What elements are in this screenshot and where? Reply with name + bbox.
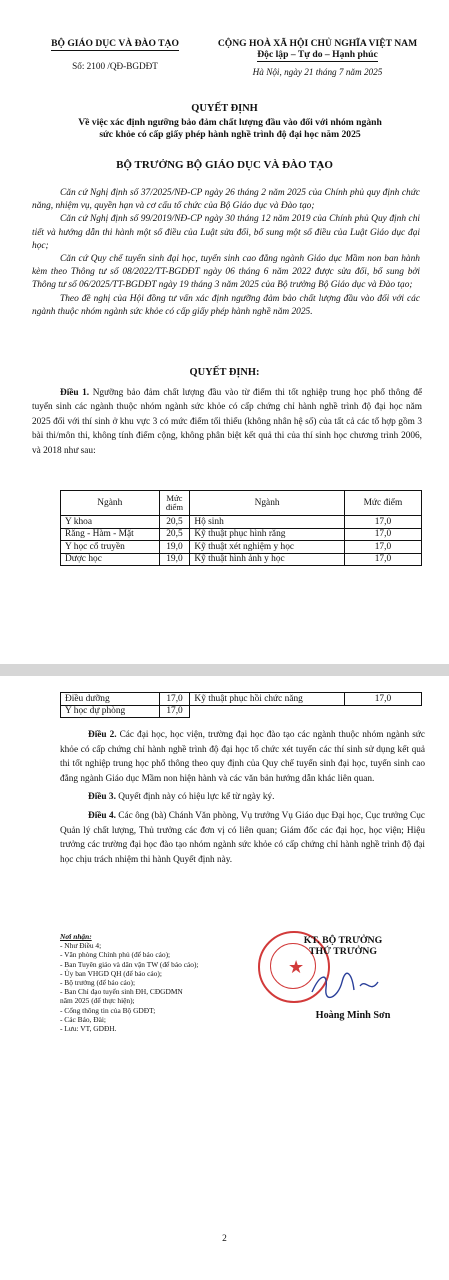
table-cell: Điều dưỡng	[61, 693, 160, 706]
basis-paragraph: Theo đề nghị của Hội đồng tư vấn xác định ngưỡng đảm bảo chất lượng đầu vào đối với các ngành thuộc nhóm ngành sức khỏe có cấp giấy phép hành nghề năm 2025.	[32, 293, 420, 317]
table-cell: Kỹ thuật xét nghiệm y học	[190, 541, 345, 554]
recipients-title: Nơi nhận:	[60, 932, 92, 941]
signer-name: Hoàng Minh Sơn	[315, 1010, 391, 1021]
score-table-continued	[60, 692, 422, 718]
decides-heading: QUYẾT ĐỊNH:	[189, 367, 260, 378]
articles-2-4	[60, 728, 425, 867]
article-1	[32, 386, 422, 458]
table-header: Ngành	[190, 491, 345, 516]
header-left	[30, 38, 200, 71]
decision-subject-line-2: sức khỏe có cấp giấy phép hành nghề trình độ đại học năm 2025	[99, 129, 361, 140]
table-row	[61, 541, 422, 554]
table-cell-empty	[190, 705, 344, 718]
table-cell: Kỹ thuật phục hồi chức năng	[190, 693, 344, 706]
recipient-item: - Bộ trưởng (để báo cáo);	[60, 978, 136, 988]
document-page-2	[0, 676, 449, 1280]
legal-basis	[32, 187, 420, 319]
decision-subject-line-1: Về việc xác định ngưỡng bảo đảm chất lượng đầu vào đối với nhóm ngành	[78, 117, 382, 128]
basis-paragraph: Căn cứ Nghị định số 99/2019/NĐ-CP ngày 30 tháng 12 năm 2019 của Chính phủ Quy định chi tiết và hướng dẫn thi hành một số điều của Luật sửa đổi, bổ sung một số điều của Luật Giáo dục đại học;	[32, 214, 420, 251]
table-cell: 17,0	[344, 693, 421, 706]
table-row	[61, 528, 422, 541]
recipient-item: - Cổng thông tin của Bộ GDĐT;	[60, 1005, 156, 1015]
table-cell: 19,0	[159, 553, 190, 566]
table-row	[61, 693, 422, 706]
recipient-item: - Ban Tuyên giáo và dân vận TW (để báo cáo);	[60, 959, 199, 969]
table-header-row	[61, 491, 422, 516]
table-cell: 17,0	[159, 705, 190, 718]
article-1-label: Điều 1.	[60, 388, 90, 398]
document-date: Hà Nội, ngày 21 tháng 7 năm 2025	[252, 67, 383, 77]
issuing-authority: BỘ TRƯỞNG BỘ GIÁO DỤC VÀ ĐÀO TẠO	[116, 159, 333, 171]
signature-block	[268, 935, 418, 957]
table-row	[61, 705, 422, 718]
article-1-text: Ngưỡng bảo đảm chất lượng đầu vào từ điểm thi tốt nghiệp trung học phổ thông để tuyển sinh các ngành thuộc nhóm ngành sức khỏe có cấp chứng chỉ hành nghề trình độ đại học năm 2025 đối với thí sinh ở khu vực 3 có mức điểm tối thiểu (không nhân hệ số) của tất cả các tổ hợp gồm 3 bài thi/môn thi, không tính điểm cộng, không phân biệt kết quả thi của thí sinh học chương trình 2006, và 2018 như sau:	[32, 388, 422, 456]
table-cell: Y học dự phòng	[61, 705, 160, 718]
page-number: 2	[222, 1234, 227, 1244]
recipient-item: - Lưu: VT, GDĐH.	[60, 1024, 117, 1034]
article-3-label: Điều 3.	[88, 792, 116, 803]
table-cell: 20,5	[159, 528, 190, 541]
national-motto: Độc lập – Tự do – Hạnh phúc	[257, 49, 378, 60]
table-cell: 17,0	[344, 516, 421, 529]
table-header: Ngành	[61, 491, 160, 516]
table-cell: 17,0	[344, 553, 421, 566]
table-row	[61, 516, 422, 529]
basis-paragraph: Căn cứ Nghị định số 37/2025/NĐ-CP ngày 26 tháng 2 năm 2025 của Chính phủ quy định chức năng, nhiệm vụ, quyền hạn và cơ cấu tổ chức của Bộ Giáo dục và Đào tạo;	[32, 188, 420, 212]
recipient-item: - Ban Chỉ đạo tuyển sinh ĐH, CĐGDMN	[60, 987, 183, 997]
handwritten-signature	[308, 968, 388, 1004]
score-table	[60, 490, 422, 566]
table-cell: Kỹ thuật hình ảnh y học	[190, 553, 345, 566]
recipient-item: - Như Điều 4;	[60, 941, 102, 951]
signer-title: THỨ TRƯỞNG	[309, 946, 377, 957]
signer-capacity: KT. BỘ TRƯỞNG	[303, 935, 383, 946]
table-cell: 17,0	[159, 693, 190, 706]
table-row	[61, 553, 422, 566]
table-header: Mức điểm	[159, 491, 190, 516]
ministry-name: BỘ GIÁO DỤC VÀ ĐÀO TẠO	[51, 38, 179, 49]
article-4-label: Điều 4.	[88, 810, 116, 821]
header-right	[205, 38, 430, 77]
decision-title: QUYẾT ĐỊNH	[191, 103, 258, 114]
article-4-text: Các ông (bà) Chánh Văn phòng, Vụ trưởng Vụ Giáo dục Đại học, Cục trưởng Cục Quản lý chất lượng, Thủ trưởng các đơn vị có liên quan; Giám đốc các đại học, học viện; Hiệu trưởng các trường đại học đào tạo nhóm ngành sức khỏe có cấp chứng chỉ hành nghề trình độ đại học chịu trách nhiệm thi hành Quyết định này.	[60, 810, 425, 865]
table-cell: Y học cổ truyền	[61, 541, 160, 554]
recipient-item: năm 2025 (để thực hiện);	[60, 996, 135, 1006]
table-cell: Dược học	[61, 553, 160, 566]
recipient-item: - Ủy ban VHGD QH (để báo cáo);	[60, 968, 162, 978]
table-cell: 17,0	[344, 541, 421, 554]
table-header: Mức điểm	[344, 491, 421, 516]
star-icon: ★	[288, 957, 305, 977]
recipient-item: - Văn phòng Chính phủ (để báo cáo);	[60, 950, 171, 960]
table-cell: Răng - Hàm - Mặt	[61, 528, 160, 541]
table-cell: Hộ sinh	[190, 516, 345, 529]
article-3-text: Quyết định này có hiệu lực kể từ ngày ký.	[115, 792, 275, 803]
table-cell-empty	[344, 705, 421, 718]
table-cell: 20,5	[159, 516, 190, 529]
table-cell: Kỹ thuật phục hình răng	[190, 528, 345, 541]
table-cell: Y khoa	[61, 516, 160, 529]
table-cell: 17,0	[344, 528, 421, 541]
recipient-item: - Các Báo, Đài;	[60, 1014, 106, 1024]
article-2-label: Điều 2.	[88, 730, 117, 740]
document-number: Số: 2100 /QĐ-BGDĐT	[72, 61, 158, 71]
basis-paragraph: Căn cứ Quy chế tuyển sinh đại học, tuyển sinh cao đẳng ngành Giáo dục Mầm non ban hành kèm theo Thông tư số 08/2022/TT-BGDĐT ngày 06 tháng 6 năm 2022 được sửa đổi, bổ sung bởi Thông tư số 06/2025/TT-BGDĐT ngày 19 tháng 3 năm 2025 của Bộ trưởng Bộ Giáo dục và Đào tạo;	[32, 254, 420, 291]
decision-subject	[20, 117, 440, 141]
article-2-text: Các đại học, học viện, trường đại học đào tạo các ngành thuộc nhóm ngành sức khỏe có cấp chứng chỉ hành nghề trình độ đại học tổ chức xét tuyển các thí sinh sử dụng kết quả thi tốt nghiệp trung học phổ thông theo quy định của Quy chế tuyển sinh đại học, tuyển sinh cao đẳng ngành Giáo dục Mầm non hiện hành và các văn bản hướng dẫn khác liên quan.	[60, 730, 425, 784]
country-name: CỘNG HOÀ XÃ HỘI CHỦ NGHĨA VIỆT NAM	[217, 38, 418, 49]
recipients	[60, 932, 235, 1033]
table-cell: 19,0	[159, 541, 190, 554]
